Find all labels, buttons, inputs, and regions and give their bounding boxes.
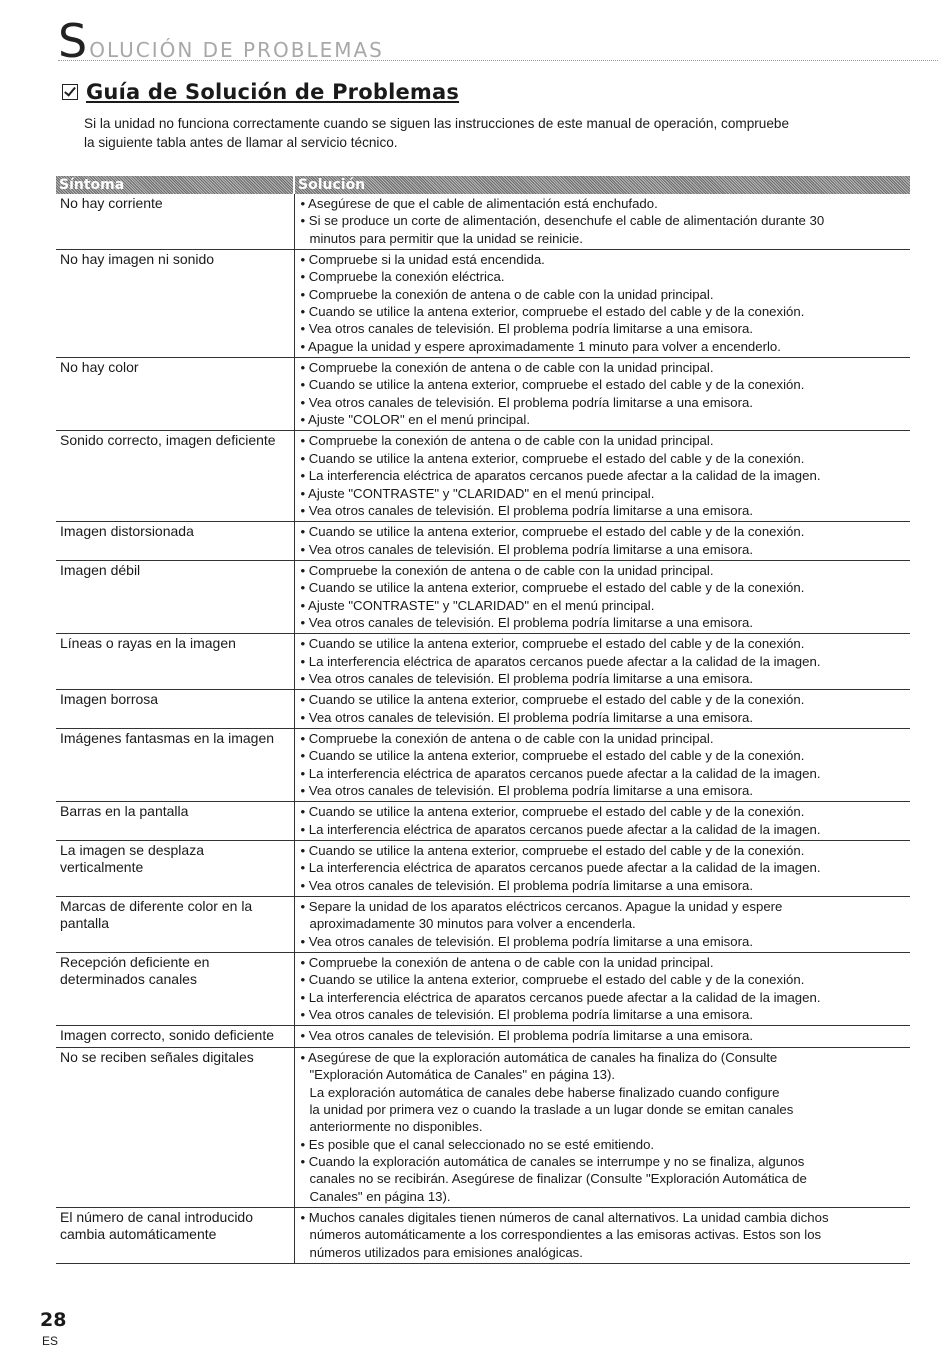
solution-line: • Cuando se utilice la antena exterior, compruebe el estado del cable y de la conexión. [300,748,805,764]
solution-line: • Ajuste "COLOR" en el menú principal. [300,412,530,428]
solution-line: • Cuando se utilice la antena exterior, compruebe el estado del cable y de la conexión. [300,450,805,466]
solution-line: • Apague la unidad y espere aproximadamente 1 minuto para volver a encenderlo. [300,338,781,354]
solution-line: • La interferencia eléctrica de aparatos cercanos puede afectar a la calidad de la imagen. [300,860,821,876]
symptom-cell: Imagen borrosa [56,690,294,729]
table-row [56,802,910,841]
solution-line: aproximadamente 30 minutos para volver a encenderla. [309,916,636,932]
solution-line: canales no se recibirán. Asegúrese de finalizar (Consulte "Exploración Automática de [309,1171,807,1187]
solution-line: La exploración automática de canales debe haberse finalizado cuando configure [309,1084,780,1100]
table-row [56,431,910,522]
solution-line: • Cuando la exploración automática de canales se interrumpe y no se finaliza, algunos [300,1153,805,1169]
header-title: OLUCIÓN DE PROBLEMAS [89,38,384,62]
solution-line: • Cuando se utilice la antena exterior, compruebe el estado del cable y de la conexión. [300,636,805,652]
table-row [56,634,910,690]
symptom-cell: Recepción deficiente en determinados canales [56,953,294,1026]
header-symptom: Síntoma [56,176,294,194]
section-heading: Guía de Solución de Problemas [86,80,460,104]
solution-cell [294,358,910,431]
solution-line: • Compruebe la conexión de antena o de cable con la unidad principal. [300,562,714,578]
solution-line: • Compruebe la conexión de antena o de cable con la unidad principal. [300,433,714,449]
solution-cell [294,1026,910,1047]
table-row [56,1047,910,1207]
solution-line: • Compruebe la conexión de antena o de cable con la unidad principal. [300,360,714,376]
checkbox-icon [62,84,78,100]
section-title [62,80,459,104]
symptom-cell: Barras en la pantalla [56,802,294,841]
symptom-cell: Imagen débil [56,560,294,633]
solution-line: • Asegúrese de que el cable de alimentación está enchufado. [300,196,658,211]
solution-cell [294,250,910,358]
solution-line: • Muchos canales digitales tienen números de canal alternativos. La unidad cambia dichos [300,1209,829,1225]
page-language: ES [42,1334,59,1348]
solution-line: • Compruebe la conexión de antena o de cable con la unidad principal. [300,730,714,746]
solution-line: • Vea otros canales de televisión. El problema podría limitarse a una emisora. [300,670,753,686]
solution-cell [294,634,910,690]
solution-line: • Si se produce un corte de alimentación, desenchufe el cable de alimentación durante 30 [300,213,825,229]
solution-cell [294,1207,910,1263]
symptom-cell: Imagen distorsionada [56,522,294,561]
table-body [56,194,910,1263]
solution-cell [294,897,910,953]
table-row [56,690,910,729]
solution-line: • Asegúrese de que la exploración automática de canales ha finaliza do (Consulte [300,1049,778,1065]
symptom-cell: No hay imagen ni sonido [56,250,294,358]
solution-line: • Cuando se utilice la antena exterior, compruebe el estado del cable y de la conexión. [300,377,805,393]
symptom-cell: No hay color [56,358,294,431]
table-row [56,250,910,358]
solution-line: • Cuando se utilice la antena exterior, compruebe el estado del cable y de la conexión. [300,692,805,708]
solution-cell [294,431,910,522]
intro-line: la siguiente tabla antes de llamar al servicio técnico. [84,135,398,150]
symptom-cell: No hay corriente [56,194,294,250]
symptom-cell: El número de canal introducido cambia automáticamente [56,1207,294,1263]
solution-line: • Compruebe la conexión eléctrica. [300,269,505,285]
solution-line: • Cuando se utilice la antena exterior, compruebe el estado del cable y de la conexión. [300,843,805,859]
solution-line: • La interferencia eléctrica de aparatos cercanos puede afectar a la calidad de la imagen. [300,989,821,1005]
table-row [56,728,910,801]
solution-cell [294,841,910,897]
symptom-cell: No se reciben señales digitales [56,1047,294,1207]
solution-line: • Vea otros canales de televisión. El problema podría limitarse a una emisora. [300,783,753,798]
header-solution: Solución [294,176,910,194]
solution-line: • Cuando se utilice la antena exterior, compruebe el estado del cable y de la conexión. [300,580,805,596]
solution-line: • Vea otros canales de televisión. El problema podría limitarse a una emisora. [300,541,753,557]
solution-cell [294,690,910,729]
solution-line: • La interferencia eléctrica de aparatos cercanos puede afectar a la calidad de la imagen. [300,821,821,837]
solution-cell [294,728,910,801]
solution-line: • Vea otros canales de televisión. El problema podría limitarse a una emisora. [300,1007,753,1023]
solution-line: • Vea otros canales de televisión. El problema podría limitarse a una emisora. [300,933,753,949]
table-row [56,522,910,561]
solution-line: • Vea otros canales de televisión. El problema podría limitarse a una emisora. [300,321,753,337]
solution-line: • La interferencia eléctrica de aparatos cercanos puede afectar a la calidad de la imagen. [300,653,821,669]
solution-line: la unidad por primera vez o cuando la traslade a un lugar donde se emitan canales [309,1101,794,1117]
solution-line: • Ajuste "CONTRASTE" y "CLARIDAD" en el menú principal. [300,597,655,613]
table-row [56,560,910,633]
table-header-row [56,176,910,194]
symptom-cell: Sonido correcto, imagen deficiente [56,431,294,522]
solution-line: • Vea otros canales de televisión. El problema podría limitarse a una emisora. [300,394,753,410]
solution-cell [294,953,910,1026]
solution-line: números automáticamente a los correspondientes a las emisoras activas. Estos son los [309,1227,822,1243]
troubleshooting-table [56,176,910,1264]
solution-cell [294,194,910,250]
solution-cell [294,560,910,633]
solution-cell [294,522,910,561]
solution-line: • Vea otros canales de televisión. El problema podría limitarse a una emisora. [300,709,753,725]
table-row [56,194,910,250]
solution-line: • Vea otros canales de televisión. El problema podría limitarse a una emisora. [300,502,753,518]
solution-line: • Cuando se utilice la antena exterior, compruebe el estado del cable y de la conexión. [300,804,805,820]
solution-line: números utilizados para emisiones analógicas. [309,1244,583,1260]
solution-line: • Ajuste "CONTRASTE" y "CLARIDAD" en el menú principal. [300,485,655,501]
table-row [56,841,910,897]
solution-line: • Separe la unidad de los aparatos eléctricos cercanos. Apague la unidad y espere [300,899,783,915]
solution-line: anteriormente no disponibles. [309,1119,483,1135]
solution-line: • Es posible que el canal seleccionado no se esté emitiendo. [300,1136,655,1152]
intro-line: Si la unidad no funciona correctamente cuando se siguen las instrucciones de este manual de operación, compruebe [84,116,790,131]
solution-line: "Exploración Automática de Canales" en página 13). [309,1067,616,1083]
table-row [56,1207,910,1263]
solution-line: • Vea otros canales de televisión. El problema podría limitarse a una emisora. [300,614,753,630]
solution-cell [294,1047,910,1207]
page-number: 28 [40,1309,67,1331]
solution-line: • Vea otros canales de televisión. El problema podría limitarse a una emisora. [300,877,753,893]
solution-line: • La interferencia eléctrica de aparatos cercanos puede afectar a la calidad de la imagen. [300,468,821,484]
symptom-cell: Marcas de diferente color en la pantalla [56,897,294,953]
symptom-cell: La imagen se desplaza verticalmente [56,841,294,897]
table-row [56,358,910,431]
solution-cell [294,802,910,841]
solution-line: • La interferencia eléctrica de aparatos cercanos puede afectar a la calidad de la imagen. [300,765,821,781]
solution-line: Canales" en página 13). [309,1188,451,1204]
solution-line: • Cuando se utilice la antena exterior, compruebe el estado del cable y de la conexión. [300,304,805,320]
solution-line: • Compruebe la conexión de antena o de cable con la unidad principal. [300,955,714,971]
table-row [56,897,910,953]
page-header [58,14,938,68]
solution-line: • Vea otros canales de televisión. El problema podría limitarse a una emisora. [300,1028,753,1044]
table-row [56,1026,910,1047]
solution-line: • Cuando se utilice la antena exterior, compruebe el estado del cable y de la conexión. [300,972,805,988]
solution-line: • Compruebe si la unidad está encendida. [300,252,545,268]
symptom-cell: Imagen correcto, sonido deficiente [56,1026,294,1047]
intro-paragraph [84,114,946,152]
solution-line: • Compruebe la conexión de antena o de cable con la unidad principal. [300,286,714,302]
solution-line: • Cuando se utilice la antena exterior, compruebe el estado del cable y de la conexión. [300,524,805,540]
symptom-cell: Imágenes fantasmas en la imagen [56,728,294,801]
table-row [56,953,910,1026]
solution-line: minutos para permitir que la unidad se reinicie. [309,230,583,246]
symptom-cell: Líneas o rayas en la imagen [56,634,294,690]
header-initial: S [58,14,88,68]
